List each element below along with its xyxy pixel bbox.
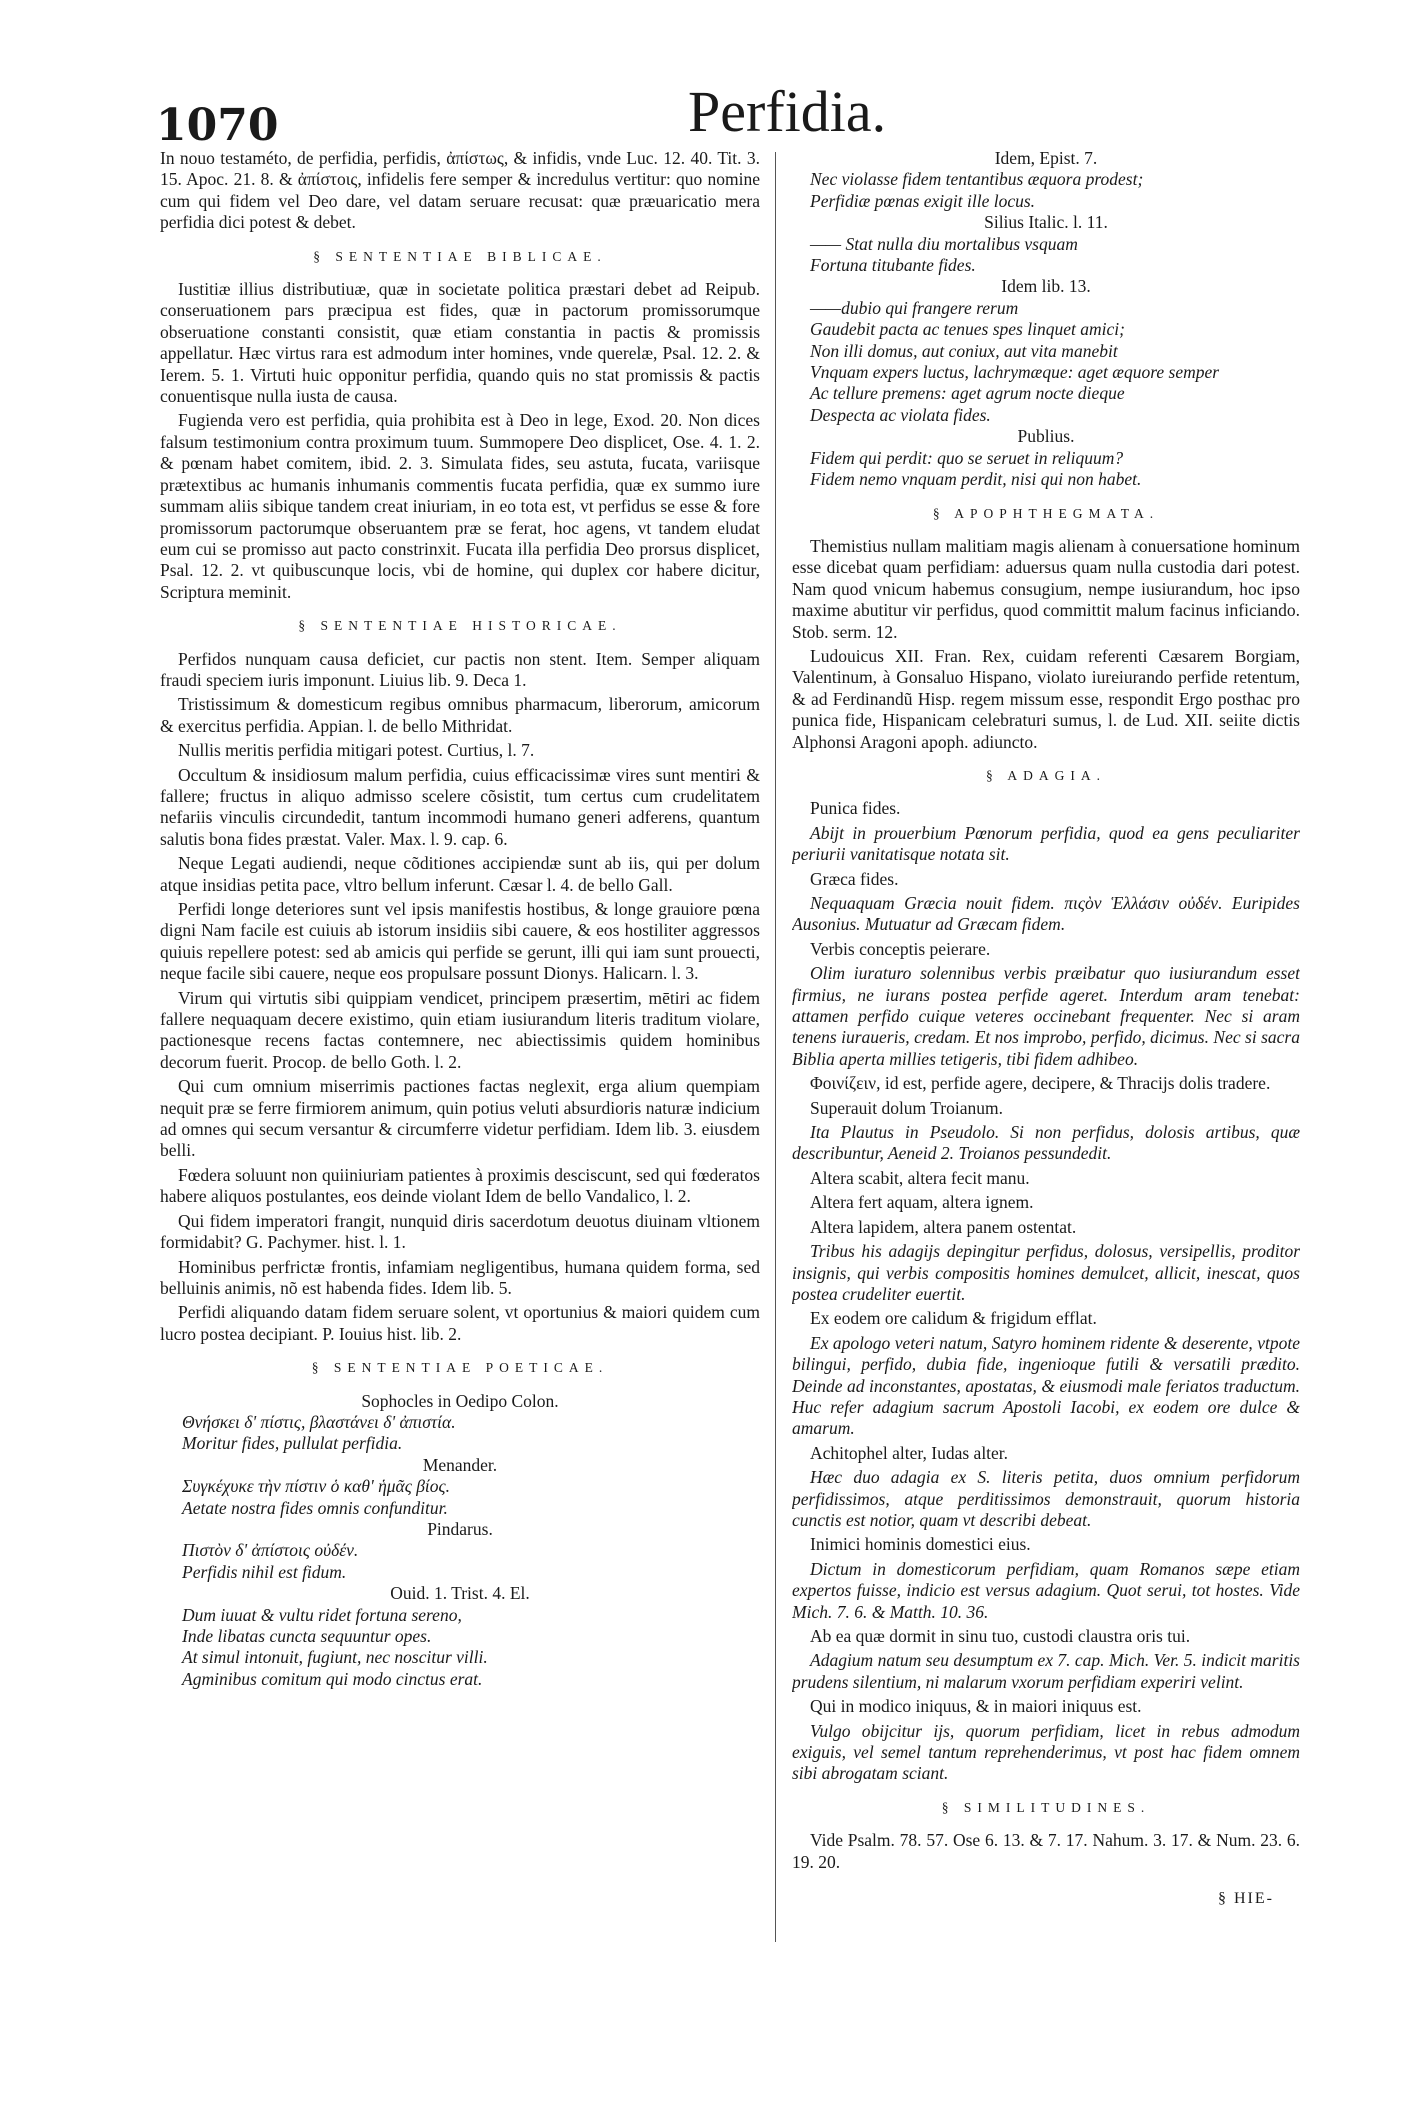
- column-divider: [775, 152, 776, 1942]
- adage: Ab ea quæ dormit in sinu tuo, custodi claustra oris tui.: [810, 1626, 1191, 1646]
- latin-verse: Agminibus comitum qui modo cinctus erat.: [182, 1668, 483, 1689]
- poet-attribution: Pindarus.: [427, 1518, 493, 1539]
- adage-gloss: Nequaquam Græcia nouit fidem. πιςὸν Ἑλλάσιν οὐδέν. Euripides Ausonius. Mutuatur ad Græcam fidem.: [792, 893, 1300, 935]
- paragraph: Nullis meritis perfidia mitigari potest. Curtius, l. 7.: [178, 740, 535, 761]
- adage: Achitophel alter, Iudas alter.: [810, 1442, 1009, 1463]
- paragraph: Themistius nullam malitiam magis alienam à conuersatione hominum esse dicebat quam perfidiam: aduersus quam nulla custodia dari potest. Nam quod vnicum habemus consugium, nempe iusiurandum, hoc ipso maxime abutitur vir perfidus, quod committit malum facinus inficiando. Stob. serm. 12.: [792, 535, 1300, 642]
- latin-verse: —— Stat nulla diu mortalibus vsquam: [810, 233, 1078, 254]
- adage: Verbis conceptis peierare.: [810, 938, 991, 959]
- adage: Altera lapidem, altera panem ostentat.: [810, 1216, 1077, 1237]
- page-number: 1070: [156, 100, 279, 151]
- latin-verse: Fortuna titubante fides.: [810, 255, 976, 276]
- right-column: [792, 148, 1300, 1978]
- latin-verse: Aetate nostra fides omnis confunditur.: [182, 1497, 448, 1518]
- greek-verse: Θνήσκει δ' πίστις, βλαστάνει δ' ἀπιστία.: [182, 1411, 456, 1432]
- paragraph: Vide Psalm. 78. 57. Ose 6. 13. & 7. 17. Nahum. 3. 17. & Num. 23. 6. 19. 20.: [792, 1830, 1300, 1872]
- paragraph: Virum qui virtutis sibi quippiam vendicet, principem præsertim, mētiri ac fidem fallere nequaquam decere existimo, quin etiam iusiurandum literis traditum violare, pactionesque recens factas contemnere, nec abiectissimis quidem hominibus decorum fuerit. Procop. de bello Goth. l. 2.: [160, 987, 760, 1072]
- latin-verse: Despecta ac violata fides.: [810, 404, 991, 425]
- latin-verse: Vnquam expers luctus, lachrymæque: aget æquore semper: [810, 362, 1220, 383]
- paragraph: Tristissimum & domesticum regibus omnibus pharmacum, liberorum, amicorum & exercitus perfidia. Appian. l. de bello Mithridat.: [160, 694, 760, 736]
- paragraph: Qui fidem imperatori frangit, nunquid diris sacerdotum deuotus diuinam vltionem formidabit? G. Pachymer. hist. l. 1.: [160, 1210, 760, 1253]
- latin-verse: Dum iuuat & vultu ridet fortuna sereno,: [182, 1604, 462, 1625]
- adage-gloss: Hæc duo adagia ex S. literis petita, duos omnium perfidorum perfidissimos, atque perditissimos demonstrauit, quorum historia cunctis est notior, quam vt describi debeat.: [792, 1467, 1300, 1530]
- paragraph: Perfidi aliquando datam fidem seruare solent, vt oportunius & maiori quidem cum lucro postea decipiant. P. Iouius hist. lib. 2.: [160, 1302, 760, 1344]
- poet-attribution: Menander.: [422, 1454, 498, 1475]
- page-header: [148, 78, 1278, 151]
- section-heading-historicae: § SENTENTIAE HISTORICAE.: [298, 618, 622, 634]
- paragraph: Qui cum omnium miserrimis pactiones factas neglexit, erga alium quempiam nequit præ se ferre firmiorem animum, quin potius veluti absurdioris naturæ indicium ad omnes qui secum versantur & circumferre videtur perfidiam. Idem lib. 3. eiusdem belli.: [160, 1076, 760, 1161]
- adage-gloss: Adagium natum seu desumptum ex 7. cap. Mich. Ver. 5. indicit maritis prudens silentium, ni malarum vxorum perfidiam experiri velint.: [792, 1650, 1300, 1692]
- poet-attribution: Silius Italic. l. 11.: [984, 212, 1108, 233]
- adage-gloss: Vulgo obijcitur ijs, quorum perfidiam, licet in rebus admodum exiguis, vel semel tantum reprehenderimus, vt post hac fidem omnem sibi abrogatam sciant.: [792, 1720, 1300, 1784]
- latin-verse: Perfidis nihil est fidum.: [182, 1561, 347, 1582]
- latin-verse: Perfidiæ pœnas exigit ille locus.: [810, 190, 1036, 211]
- adage: Superauit dolum Troianum.: [810, 1097, 1003, 1118]
- adage-gloss: Φοινίζειν, id est, perfide agere, decipere, & Thracijs dolis tradere.: [810, 1073, 1271, 1094]
- adage: Inimici hominis domestici eius.: [810, 1534, 1031, 1555]
- adage: Qui in modico iniquus, & in maiori iniquus est.: [810, 1696, 1142, 1717]
- poet-attribution: Idem lib. 13.: [1001, 276, 1091, 297]
- adage: Punica fides.: [810, 798, 901, 819]
- adage-gloss: Ita Plautus in Pseudolo. Si non perfidus, dolosis artibus, quæ describuntur, Aeneid 2. Troianos pessundedit.: [792, 1122, 1300, 1164]
- adage-gloss: Dictum in domesticorum perfidiam, quam Romanos sæpe etiam expertos fuisse, indicio est versus adagium. Quot serui, tot hostes. Vide Mich. 7. 6. & Matth. 10. 36.: [792, 1558, 1300, 1622]
- adage: Altera fert aquam, altera ignem.: [810, 1192, 1034, 1213]
- adage: Altera scabit, altera fecit manu.: [810, 1167, 1030, 1188]
- left-column: [160, 148, 760, 1978]
- latin-verse: Nec violasse fidem tentantibus æquora prodest;: [810, 169, 1144, 190]
- section-heading-apophthegmata: § APOPHTHEGMATA.: [932, 505, 1160, 521]
- intro-paragraph: In nouo testaméto, de perfidia, perfidis, ἀπίστως, & infidis, vnde Luc. 12. 40. Tit. 3. 15. Apoc. 21. 8. & ἀπίστοις, infidelis fere semper & incredulus vertitur: quo nomine cum qui fidem vel Deo dare, vel datam seruare recusat: quæ præuaricatio mera perfidia dici potest & debet.: [160, 148, 760, 233]
- paragraph: Neque Legati audiendi, neque cõditiones accipiendæ sunt ab iis, qui per dolum atque insidias petita pace, vltro bellum inferunt. Cæsar l. 4. de bello Gall.: [160, 853, 760, 895]
- latin-verse: Ac tellure premens: aget agrum nocte dieque: [810, 383, 1125, 404]
- paragraph: Perfidi longe deteriores sunt vel ipsis manifestis hostibus, & longe grauiore pœna digni Nam facile est cuiuis ab istorum insidiis sibi cauere, & eos hostiliter aggressos quiuis repellere potest: sed ab amicis qui perfide se gerunt, illi qui iam sunt prouecti, neque facile sibi cauere, neque eos propulsare possunt Dionys. Halicarn. l. 3.: [160, 899, 760, 984]
- catchword: § HIE-: [1218, 1890, 1274, 1907]
- paragraph: Occultum & insidiosum malum perfidia, cuius efficacissimæ vires sunt mentiri & fallere; fructus in aliquo admisso scelere cõsistit, tum certus cum crudelitatem nefariis vinculis circundedit, tantum incommodi humano generi adferens, quantum salutis bona fides præstat. Valer. Max. l. 9. cap. 6.: [160, 764, 760, 849]
- latin-verse: At simul intonuit, fugiunt, nec noscitur villi.: [182, 1647, 488, 1668]
- adage-gloss: Olim iuraturo solennibus verbis præibatur quo iusiurandum esset firmius, ne iurans postea perfide ageret. Interdum aram tenebat: attamen perfido cuique veteres occinebant frequenter. Nec si aram tenens iuraueris, credam. Et nos improbo, perfido, dicimus. Nec si sacra Biblia aperta millies tetigeris, tibi fidem adhibeo.: [792, 963, 1300, 1069]
- poet-attribution: Idem, Epist. 7.: [994, 148, 1098, 168]
- latin-verse: Non illi domus, aut coniux, aut vita manebit: [810, 340, 1118, 361]
- poet-attribution: Sophocles in Oedipo Colon.: [361, 1390, 559, 1411]
- paragraph: Fœdera soluunt non quiiniuriam patientes à proximis desciscunt, sed qui fœderatos habere aliquos postulantes, eos deinde violant Idem de bello Vandalico, l. 2.: [160, 1164, 760, 1207]
- adage-gloss: Tribus his adagijs depingitur perfidus, dolosus, versipellis, proditor insignis, qui verbis compositis homines demulcet, allicit, inescat, quos postea crudeliter euertit.: [792, 1241, 1300, 1304]
- paragraph: Ludouicus XII. Fran. Rex, cuidam referenti Cæsarem Borgiam, Valentinum, à Gonsaluo Hispano, violato iureiurando perfide retentum, & ad Ferdinandũ Hisp. regem missum esse, respondit Ergo posthac pro punica fide, Hispanicam celebraturi sumus, l. de Lud. XII. seiite dictis Alphonsi Aragoni apoph. adiuncto.: [792, 645, 1300, 752]
- running-title: Perfidia.: [688, 79, 887, 144]
- adage-gloss: Ex apologo veteri natum, Satyro hominem ridente & deserente, vtpote bilingui, perfido, dubia fide, ingenioque futili & versatili prædito. Deinde ad inconstantes, apostatas, & eiusmodi male feriatos traductum. Huc refer adagium sacrum Apostoli Iacobi, ex eodem ore dulce & amarum.: [792, 1332, 1300, 1439]
- section-heading-poeticae: § SENTENTIAE POETICAE.: [311, 1360, 609, 1376]
- paragraph: Perfidos nunquam causa deficiet, cur pactis non stent. Item. Semper aliquam fraudi speciem iuris imponunt. Liuius lib. 9. Deca 1.: [160, 648, 760, 690]
- adage: Ex eodem ore calidum & frigidum efflat.: [810, 1308, 1097, 1329]
- latin-verse: Inde libatas cuncta sequuntur opes.: [182, 1626, 432, 1646]
- section-heading-biblicae: § SENTENTIAE BIBLICAE.: [313, 248, 607, 264]
- paragraph: Iustitiæ illius distributiuæ, quæ in societate politica præstari debet ad Reipub. conseruationem pars præcipua est fides, quæ in pactorum promissorumque obseruatione constanti consistit, quæ etiam constantia in pactis & promissis appellatur. Hæc virtus rara est admodum inter homines, vnde querelæ, Psal. 12. 2. & Ierem. 5. 1. Virtuti huic opponitur perfidia, quando quis no stat promissis & pactis conuentisque nulla iusta de causa.: [160, 279, 760, 407]
- greek-verse: Συγκέχυκε τὴν πίστιν ὁ καθ' ἡμᾶς βίος.: [182, 1476, 450, 1497]
- latin-verse: Fidem qui perdit: quo se seruet in reliquum?: [810, 447, 1124, 468]
- poet-attribution: Ouid. 1. Trist. 4. El.: [390, 1583, 530, 1604]
- latin-verse: Gaudebit pacta ac tenues spes linquet amici;: [810, 319, 1125, 340]
- adage: Græca fides.: [810, 868, 899, 889]
- adage-gloss: Abijt in prouerbium Pœnorum perfidia, quod ea gens peculiariter periurii vanitatisque notata sit.: [792, 822, 1300, 865]
- section-heading-similitudines: § SIMILITUDINES.: [941, 1799, 1151, 1815]
- greek-verse: Πιστὸν δ' ἀπίστοις οὐδέν.: [182, 1540, 359, 1561]
- poet-attribution: Publius.: [1017, 426, 1075, 447]
- latin-verse: Fidem nemo vnquam perdit, nisi qui non habet.: [810, 469, 1142, 490]
- paragraph: Hominibus perfrictæ frontis, infamiam negligentibus, humana quidem forma, sed belluinis animis, nõ est habenda fides. Idem lib. 5.: [160, 1256, 760, 1298]
- latin-verse: ——dubio qui frangere rerum: [810, 297, 1019, 318]
- section-heading-adagia: § ADAGIA.: [986, 767, 1106, 783]
- paragraph: Fugienda vero est perfidia, quia prohibita est à Deo in lege, Exod. 20. Non dices falsum testimonium contra proximum tuum. Summopere Deo displicet, Ose. 4. 1. 2. & pœnam habet comitem, ibid. 2. 3. Simulata fides, seu astuta, fucata, variisque prætextibus ac humanis inhumanis commentis fucata perfidia, quæ ex summo iure summam aliis sibique tandem creat iniuriam, in eo tota est, vt perfidus se esse & fore promissorum pactorumque obseruantem præ se ferat, hoc agens, vt tandem eludat eum cui se promisso aut pacto constrinxit. Fucata illa perfidia Deo prorsus displicet, Psal. 12. 2. vt quibuscunque locis, vbi de homine, qui duplex cor habere dicitur, Scriptura meminit.: [160, 410, 760, 602]
- latin-verse: Moritur fides, pullulat perfidia.: [182, 1433, 403, 1454]
